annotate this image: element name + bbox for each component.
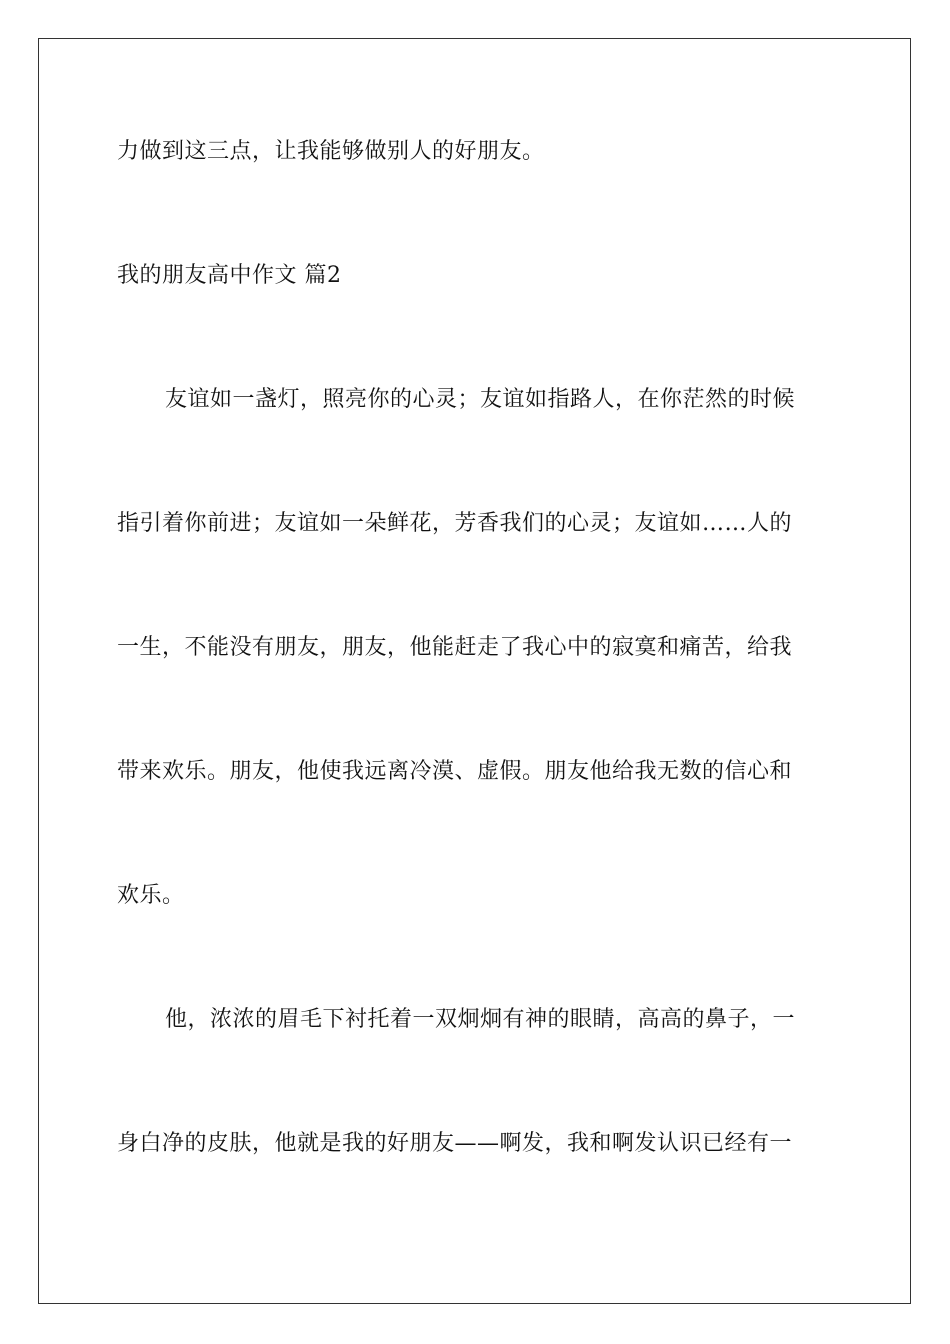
paragraph-line: 指引着你前进；友谊如一朵鲜花，芳香我们的心灵；友谊如……人的 [117, 511, 793, 536]
section-heading: 我的朋友高中作文 篇2 [117, 263, 342, 288]
paragraph-line: 一生，不能没有朋友，朋友，他能赶走了我心中的寂寞和痛苦，给我 [117, 635, 793, 660]
paragraph-line: 身白净的皮肤，他就是我的好朋友——啊发，我和啊发认识已经有一 [117, 1131, 793, 1156]
paragraph-line: 欢乐。 [117, 883, 185, 908]
paragraph-continuation-line: 力做到这三点，让我能够做别人的好朋友。 [117, 139, 545, 164]
page-border [38, 38, 911, 1304]
paragraph-line: 他，浓浓的眉毛下衬托着一双炯炯有神的眼睛，高高的鼻子，一 [165, 1007, 796, 1032]
paragraph-line: 带来欢乐。朋友，他使我远离冷漠、虚假。朋友他给我无数的信心和 [117, 759, 793, 784]
paragraph-line: 友谊如一盏灯，照亮你的心灵；友谊如指路人，在你茫然的时候 [165, 387, 796, 412]
